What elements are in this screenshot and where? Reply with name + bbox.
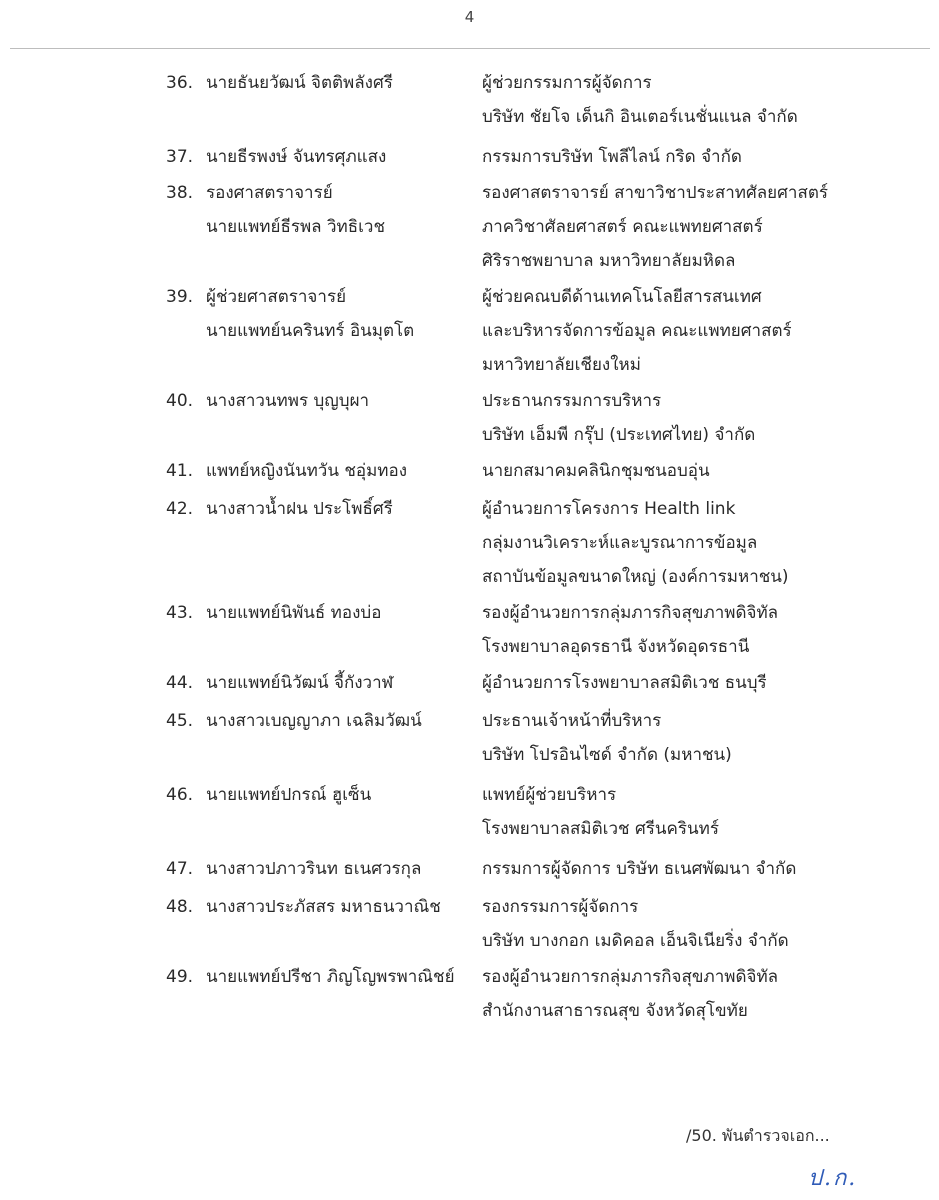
member-position	[482, 140, 922, 174]
member-name-line: นายแพทย์นิพันธ์ ทองบ่อ	[206, 603, 382, 623]
member-position-line: บริษัท โปรอินไซด์ จำกัด (มหาชน)	[482, 745, 732, 765]
page-number: 4	[464, 8, 475, 26]
member-position-line: นายกสมาคมคลินิกชุมชนอบอุ่น	[482, 461, 710, 481]
member-position-line: ศิริราชพยาบาล มหาวิทยาลัยมหิดล	[482, 251, 736, 271]
member-name	[206, 66, 476, 100]
member-name-line: นายธันยวัฒน์ จิตติพลังศรี	[206, 73, 393, 93]
member-position	[482, 666, 922, 700]
member-name-line: นายธีรพงษ์ จันทรศุภแสง	[206, 147, 387, 167]
item-number	[166, 492, 206, 526]
member-position-line: บริษัท ชัยโจ เด็นกิ อินเตอร์เนชั่นแนล จำกัด	[482, 107, 798, 127]
member-position-line: ผู้อำนวยการโครงการ Health link	[482, 499, 736, 519]
member-position-line: รองศาสตราจารย์ สาขาวิชาประสาทศัลยศาสตร์	[482, 183, 829, 203]
member-name	[206, 596, 476, 630]
member-name-line: นางสาวปภาวรินท ธเนศวรกุล	[206, 859, 422, 879]
member-position-line: กลุ่มงานวิเคราะห์และบูรณาการข้อมูล	[482, 533, 758, 553]
item-number	[166, 176, 206, 210]
member-position	[482, 852, 922, 886]
member-name-line: นายแพทย์ธีรพล วิทธิเวช	[206, 217, 386, 237]
member-position-line: ผู้ช่วยคณบดีด้านเทคโนโลยีสารสนเทศ	[482, 287, 762, 307]
member-position-line: สำนักงานสาธารณสุข จังหวัดสุโขทัย	[482, 1001, 748, 1021]
item-number-text: 40.	[166, 391, 194, 411]
member-name	[206, 890, 476, 924]
member-name-line: นางสาวประภัสสร มหาธนวาณิช	[206, 897, 441, 917]
member-position-line: ประธานกรรมการบริหาร	[482, 391, 662, 411]
member-position	[482, 890, 922, 958]
item-number	[166, 384, 206, 418]
member-position-line: ผู้อำนวยการโรงพยาบาลสมิติเวช ธนบุรี	[482, 673, 767, 693]
member-position-line: ประธานเจ้าหน้าที่บริหาร	[482, 711, 662, 731]
member-name-line: นายแพทย์นิวัฒน์ จี้กังวาฬ	[206, 673, 394, 693]
member-position	[482, 176, 922, 278]
member-position	[482, 280, 922, 382]
item-number	[166, 704, 206, 738]
item-number-text: 38.	[166, 183, 194, 203]
member-position	[482, 960, 922, 1028]
member-name	[206, 666, 476, 700]
member-name-line: นายแพทย์ปกรณ์ ฮูเซ็น	[206, 785, 372, 805]
item-number	[166, 778, 206, 812]
member-position-line: กรรมการบริษัท โพลีไลน์ กริด จำกัด	[482, 147, 742, 167]
member-position-line: รองกรรมการผู้จัดการ	[482, 897, 639, 917]
member-position-line: รองผู้อำนวยการกลุ่มภารกิจสุขภาพดิจิทัล	[482, 603, 779, 623]
item-number	[166, 960, 206, 994]
member-position-line: บริษัท เอ็มพี กรุ๊ป (ประเทศไทย) จำกัด	[482, 425, 756, 445]
member-name	[206, 492, 476, 526]
item-number	[166, 852, 206, 886]
item-number-text: 42.	[166, 499, 194, 519]
item-number-text: 48.	[166, 897, 194, 917]
member-position-line: มหาวิทยาลัยเชียงใหม่	[482, 355, 641, 375]
member-position-line: บริษัท บางกอก เมดิคอล เอ็นจิเนียริ่ง จำกัด	[482, 931, 789, 951]
member-position	[482, 704, 922, 772]
member-name	[206, 778, 476, 812]
member-position-line: รองผู้อำนวยการกลุ่มภารกิจสุขภาพดิจิทัล	[482, 967, 779, 987]
item-number-text: 36.	[166, 73, 194, 93]
member-name	[206, 704, 476, 738]
member-name-line: นางสาวน้ำฝน ประโพธิ์ศรี	[206, 499, 393, 519]
member-name-line: นางสาวเบญญาภา เฉลิมวัฒน์	[206, 711, 422, 731]
member-name-line: ผู้ช่วยศาสตราจารย์	[206, 287, 347, 307]
member-name	[206, 176, 476, 244]
member-position	[482, 492, 922, 594]
item-number	[166, 890, 206, 924]
member-position-line: โรงพยาบาลสมิติเวช ศรีนครินทร์	[482, 819, 719, 839]
item-number-text: 37.	[166, 147, 194, 167]
member-name	[206, 960, 476, 994]
member-name	[206, 280, 476, 348]
item-number-text: 45.	[166, 711, 194, 731]
member-name-line: นางสาวนทพร บุญบุผา	[206, 391, 370, 411]
item-number-text: 43.	[166, 603, 194, 623]
item-number-text: 46.	[166, 785, 194, 805]
member-name-line: แพทย์หญิงนันทวัน ชอุ่มทอง	[206, 461, 408, 481]
item-number	[166, 280, 206, 314]
member-name	[206, 852, 476, 886]
member-name-line: รองศาสตราจารย์	[206, 183, 333, 203]
member-position-line: และบริหารจัดการข้อมูล คณะแพทยศาสตร์	[482, 321, 792, 341]
member-name-line: นายแพทย์ปรีชา ภิญโญพรพาณิชย์	[206, 967, 455, 987]
continuation-reference: /50. พันตำรวจเอก...	[686, 1126, 830, 1145]
member-position	[482, 596, 922, 664]
item-number	[166, 66, 206, 100]
item-number	[166, 596, 206, 630]
member-position	[482, 384, 922, 452]
member-position	[482, 778, 922, 846]
item-number	[166, 666, 206, 700]
member-position-line: โรงพยาบาลอุดรธานี จังหวัดอุดรธานี	[482, 637, 750, 657]
item-number-text: 44.	[166, 673, 194, 693]
member-position-line: ภาควิชาศัลยศาสตร์ คณะแพทยศาสตร์	[482, 217, 763, 237]
member-name-line: นายแพทย์นครินทร์ อินมุตโต	[206, 321, 415, 341]
member-name	[206, 140, 476, 174]
member-position	[482, 66, 922, 134]
member-position-line: ผู้ช่วยกรรมการผู้จัดการ	[482, 73, 652, 93]
item-number-text: 39.	[166, 287, 194, 307]
member-position-line: กรรมการผู้จัดการ บริษัท ธเนศพัฒนา จำกัด	[482, 859, 797, 879]
item-number-text: 47.	[166, 859, 194, 879]
top-rule	[10, 48, 930, 49]
item-number	[166, 454, 206, 488]
member-position	[482, 454, 922, 488]
member-name	[206, 454, 476, 488]
member-position-line: สถาบันข้อมูลขนาดใหญ่ (องค์การมหาชน)	[482, 567, 789, 587]
handwritten-initials: ป.ก.	[808, 1166, 858, 1191]
item-number-text: 41.	[166, 461, 194, 481]
item-number-text: 49.	[166, 967, 194, 987]
item-number	[166, 140, 206, 174]
member-name	[206, 384, 476, 418]
member-position-line: แพทย์ผู้ช่วยบริหาร	[482, 785, 617, 805]
